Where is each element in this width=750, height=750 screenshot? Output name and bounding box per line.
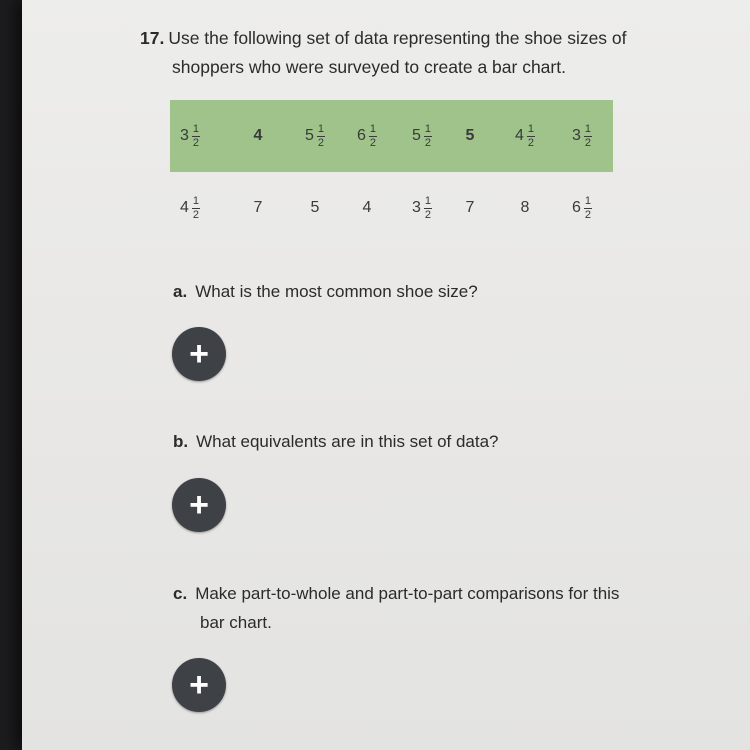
fraction xyxy=(317,124,325,149)
part-c-question-line1: Make part-to-whole and part-to-part comparisons for this xyxy=(195,584,620,603)
fraction-numerator: 1 xyxy=(424,194,432,207)
part-c-add-button[interactable] xyxy=(172,658,226,712)
fraction-numerator: 1 xyxy=(584,194,592,207)
question-text-line1: Use the following set of data representing the shoe sizes of xyxy=(168,28,627,48)
fraction xyxy=(424,196,432,221)
fraction-denominator: 2 xyxy=(584,136,592,149)
plus-icon: + xyxy=(189,335,209,373)
data-value xyxy=(254,100,263,172)
data-value-whole: 5 xyxy=(304,127,314,144)
fraction-numerator: 1 xyxy=(369,122,377,135)
data-value-whole: 7 xyxy=(253,199,263,216)
fraction-numerator: 1 xyxy=(527,122,535,135)
fraction-numerator: 1 xyxy=(192,122,200,135)
fraction-denominator: 2 xyxy=(527,136,535,149)
fraction xyxy=(192,124,200,149)
part-a-add-button[interactable] xyxy=(172,327,226,381)
part-a xyxy=(173,277,703,306)
data-value-whole: 3 xyxy=(571,127,581,144)
part-b-add-button[interactable] xyxy=(172,478,226,532)
data-value-whole: 3 xyxy=(179,127,189,144)
data-value xyxy=(357,100,377,172)
data-value xyxy=(572,172,592,244)
data-value-whole: 5 xyxy=(465,127,475,144)
data-value-whole: 4 xyxy=(362,199,372,216)
data-value xyxy=(254,172,263,244)
part-b-question: What equivalents are in this set of data? xyxy=(196,432,499,451)
question-17 xyxy=(140,24,700,82)
data-value xyxy=(363,172,372,244)
data-value xyxy=(466,172,475,244)
question-text-line2: shoppers who were surveyed to create a bar chart. xyxy=(172,57,566,77)
data-value xyxy=(311,172,320,244)
data-value xyxy=(572,100,592,172)
part-c xyxy=(173,579,703,637)
fraction-numerator: 1 xyxy=(584,122,592,135)
fraction-numerator: 1 xyxy=(192,194,200,207)
fraction xyxy=(424,124,432,149)
data-value xyxy=(412,100,432,172)
data-value-whole: 4 xyxy=(179,199,189,216)
data-value-whole: 6 xyxy=(356,127,366,144)
fraction-denominator: 2 xyxy=(424,208,432,221)
data-row-1 xyxy=(170,100,613,172)
fraction xyxy=(584,196,592,221)
data-value xyxy=(412,172,432,244)
data-value xyxy=(521,172,530,244)
worksheet-page xyxy=(22,0,750,750)
part-b xyxy=(173,427,703,456)
data-value xyxy=(180,172,200,244)
data-value-whole: 5 xyxy=(310,199,320,216)
data-value xyxy=(466,100,475,172)
part-b-letter: b. xyxy=(173,432,189,451)
fraction-denominator: 2 xyxy=(424,136,432,149)
plus-icon: + xyxy=(189,666,209,704)
data-value xyxy=(305,100,325,172)
part-a-question: What is the most common shoe size? xyxy=(195,282,478,301)
data-value xyxy=(180,100,200,172)
fraction-denominator: 2 xyxy=(192,208,200,221)
fraction-denominator: 2 xyxy=(584,208,592,221)
data-row-2 xyxy=(170,172,613,244)
fraction-denominator: 2 xyxy=(369,136,377,149)
data-value xyxy=(515,100,535,172)
data-value-whole: 4 xyxy=(514,127,524,144)
data-value-whole: 3 xyxy=(411,199,421,216)
fraction-numerator: 1 xyxy=(317,122,325,135)
fraction-denominator: 2 xyxy=(317,136,325,149)
data-value-whole: 8 xyxy=(520,199,530,216)
plus-icon: + xyxy=(189,486,209,524)
fraction-denominator: 2 xyxy=(192,136,200,149)
part-c-question-line2: bar chart. xyxy=(200,613,272,632)
fraction xyxy=(527,124,535,149)
part-c-letter: c. xyxy=(173,584,188,603)
fraction xyxy=(192,196,200,221)
part-a-letter: a. xyxy=(173,282,188,301)
question-number: 17. xyxy=(140,28,165,48)
data-value-whole: 7 xyxy=(465,199,475,216)
data-value-whole: 4 xyxy=(253,127,263,144)
fraction xyxy=(584,124,592,149)
data-value-whole: 6 xyxy=(571,199,581,216)
fraction-numerator: 1 xyxy=(424,122,432,135)
data-value-whole: 5 xyxy=(411,127,421,144)
fraction xyxy=(369,124,377,149)
